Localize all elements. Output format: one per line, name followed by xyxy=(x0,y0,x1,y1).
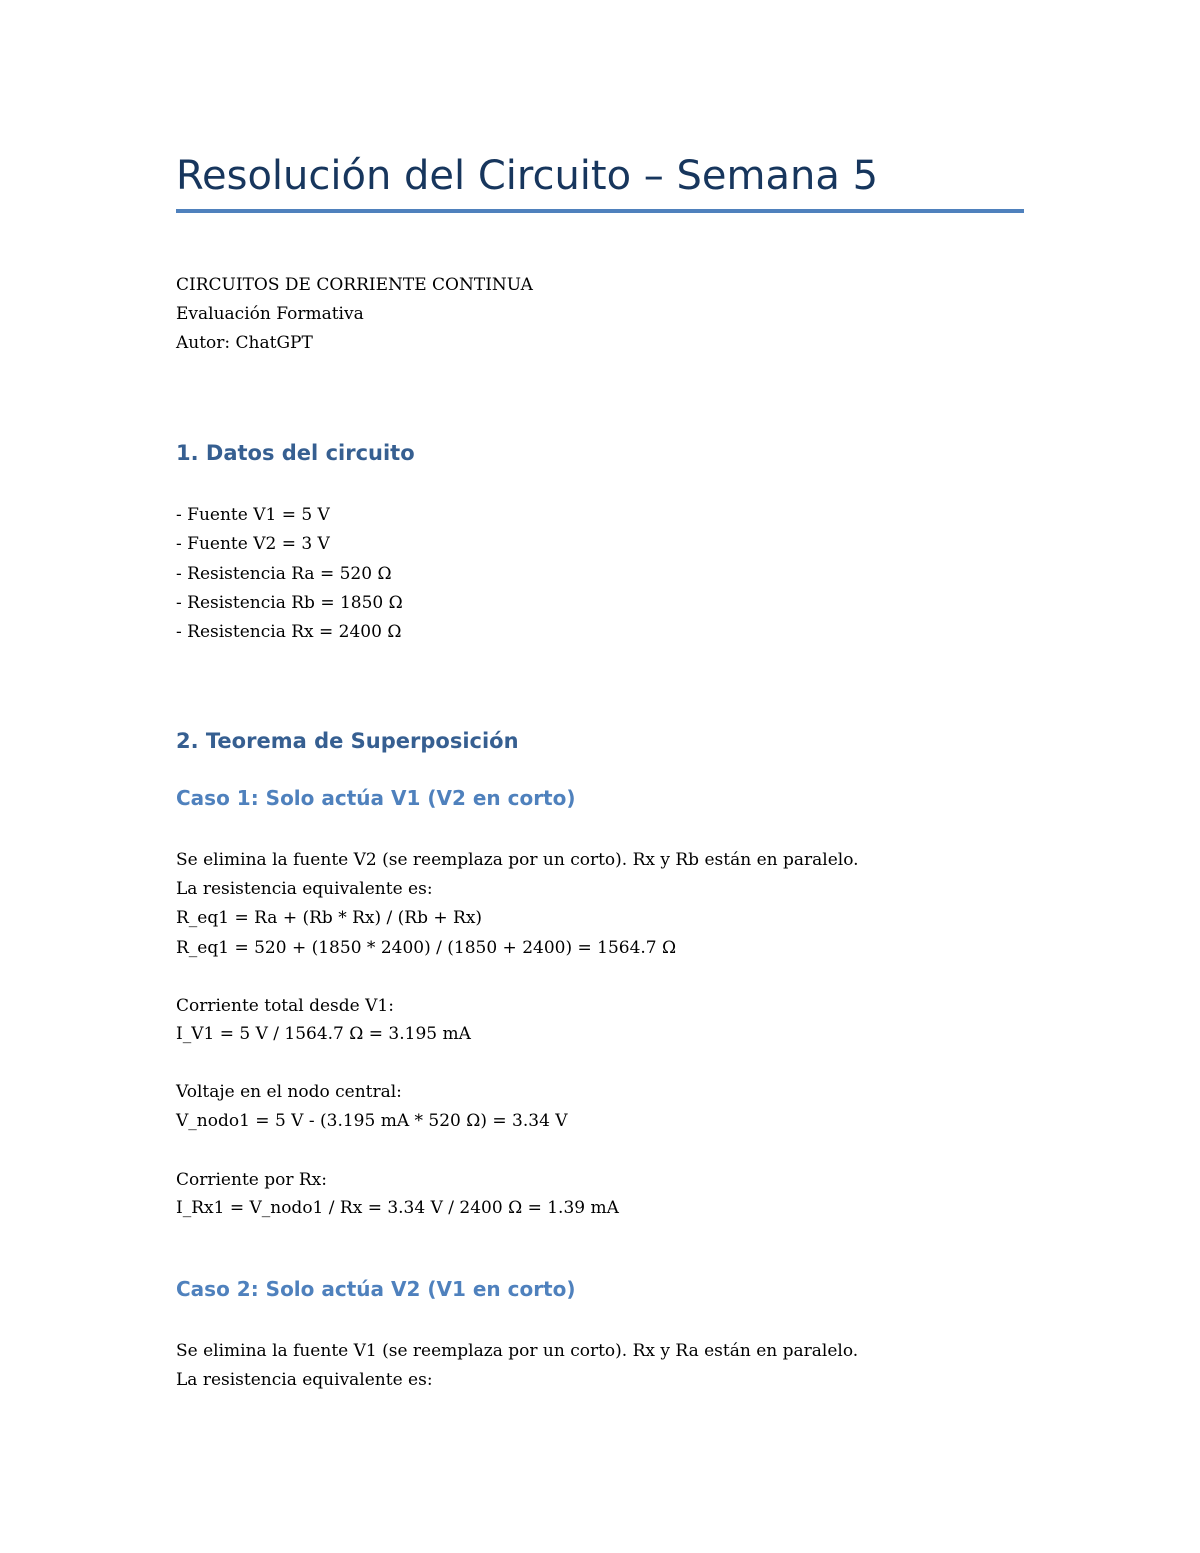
case2-text-line: La resistencia equivalente es: xyxy=(176,1370,433,1390)
case1-formula-line: R_eq1 = 520 + (1850 * 2400) / (1850 + 2400) = 1564.7 Ω xyxy=(176,938,677,958)
data-item-ra: - Resistencia Ra = 520 Ω xyxy=(176,564,392,584)
case1-heading: Caso 1: Solo actúa V1 (V2 en corto) xyxy=(176,786,576,810)
case1-text-line: Se elimina la fuente V2 (se reemplaza por un corto). Rx y Rb están en paralelo. xyxy=(176,850,859,870)
case1-formula-line: I_Rx1 = V_nodo1 / Rx = 3.34 V / 2400 Ω = 1.39 mA xyxy=(176,1198,619,1218)
case1-formula-line: R_eq1 = Ra + (Rb * Rx) / (Rb + Rx) xyxy=(176,908,483,928)
case1-formula-line: V_nodo1 = 5 V - (3.195 mA * 520 Ω) = 3.34 V xyxy=(176,1111,568,1131)
case1-text-line: La resistencia equivalente es: xyxy=(176,879,433,899)
data-item-rb: - Resistencia Rb = 1850 Ω xyxy=(176,593,403,613)
case1-text-line: Corriente por Rx: xyxy=(176,1170,327,1190)
case1-text-line: Corriente total desde V1: xyxy=(176,996,394,1016)
intro-evaluation: Evaluación Formativa xyxy=(176,304,364,324)
intro-course: CIRCUITOS DE CORRIENTE CONTINUA xyxy=(176,275,533,295)
title-underline xyxy=(176,209,1024,213)
document-title: Resolución del Circuito – Semana 5 xyxy=(176,153,879,199)
case1-formula-line: I_V1 = 5 V / 1564.7 Ω = 3.195 mA xyxy=(176,1024,471,1044)
data-item-rx: - Resistencia Rx = 2400 Ω xyxy=(176,622,402,642)
data-item-v2: - Fuente V2 = 3 V xyxy=(176,534,330,554)
data-item-v1: - Fuente V1 = 5 V xyxy=(176,505,330,525)
case1-text-line: Voltaje en el nodo central: xyxy=(176,1082,402,1102)
section1-heading: 1. Datos del circuito xyxy=(176,441,415,465)
case2-heading: Caso 2: Solo actúa V2 (V1 en corto) xyxy=(176,1277,576,1301)
case2-text-line: Se elimina la fuente V1 (se reemplaza por un corto). Rx y Ra están en paralelo. xyxy=(176,1341,859,1361)
intro-author: Autor: ChatGPT xyxy=(176,333,313,353)
section2-heading: 2. Teorema de Superposición xyxy=(176,729,519,753)
